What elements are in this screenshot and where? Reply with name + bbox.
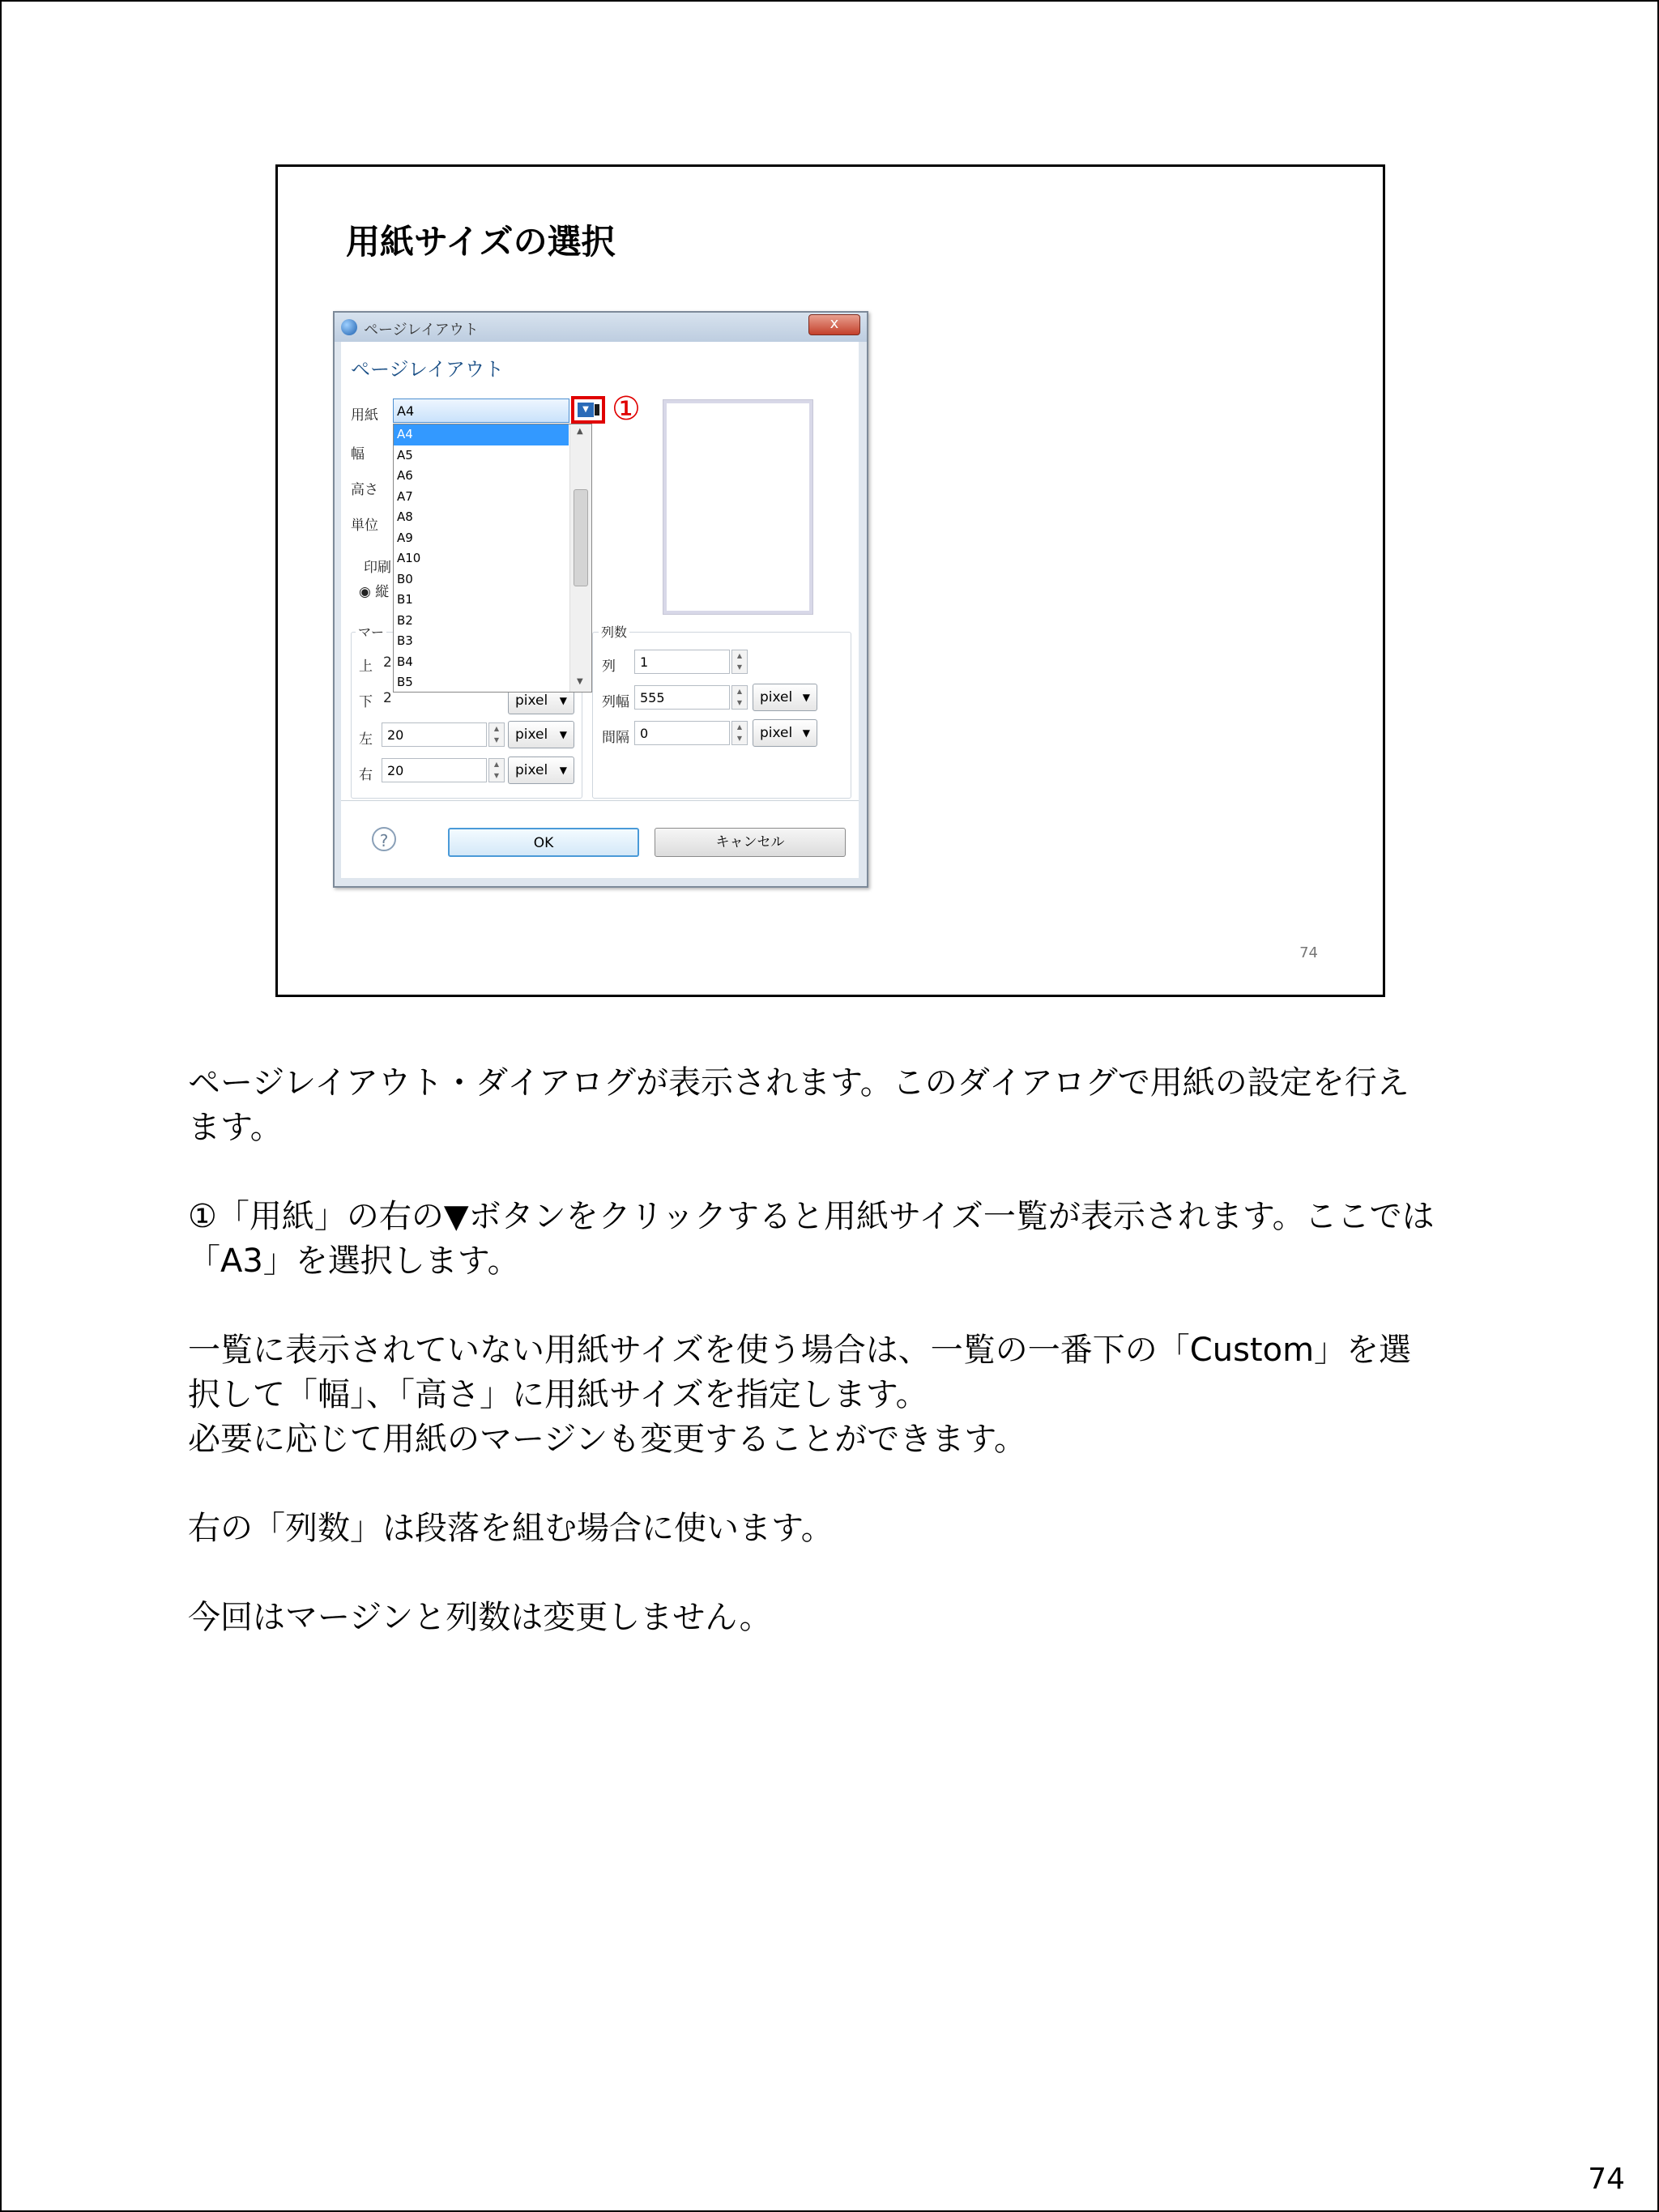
orientation-label: 縦	[375, 584, 390, 600]
paper-option[interactable]: B2	[397, 612, 413, 628]
margin-left-label: 左	[359, 731, 373, 748]
paper-size-dropdown-list[interactable]	[393, 424, 592, 693]
scroll-knob	[595, 404, 599, 416]
width-label: 幅	[351, 446, 365, 462]
margin-top-label: 上	[359, 658, 373, 675]
paper-size-select[interactable]: A4	[393, 399, 569, 423]
dropdown-scrollbar[interactable]	[569, 424, 591, 692]
margin-left-unit-value: pixel	[515, 727, 548, 743]
columns-group-label: 列数	[599, 622, 629, 641]
paper-option[interactable]: A8	[397, 509, 413, 524]
dialog-titlebar	[335, 313, 867, 342]
paper-option[interactable]: B4	[397, 654, 413, 669]
paper-option[interactable]: A4	[394, 424, 569, 445]
height-label: 高さ	[351, 482, 378, 498]
margin-bottom-unit-value: pixel	[515, 693, 548, 709]
chevron-down-icon: ▼	[578, 403, 594, 417]
column-gap-unit-select[interactable]	[753, 719, 817, 747]
paper-label: 用紙	[351, 407, 378, 424]
column-count-field[interactable]: 1	[634, 650, 730, 674]
slide-frame	[275, 164, 1385, 997]
paper-option[interactable]: A6	[397, 468, 413, 483]
margin-right-label: 右	[359, 767, 373, 783]
column-gap-unit-value: pixel	[760, 725, 793, 741]
slide-title: 用紙サイズの選択	[346, 222, 616, 262]
slide-number: 74	[1299, 944, 1318, 961]
paper-dropdown-button[interactable]	[571, 396, 605, 424]
orientation-radio[interactable]: ◉ 縦	[359, 584, 390, 600]
column-gap-field[interactable]: 0	[634, 721, 730, 745]
body-text	[188, 1061, 1500, 1685]
column-count-label: 列	[602, 658, 616, 675]
paper-option[interactable]: A7	[397, 488, 413, 504]
app-icon	[341, 319, 357, 335]
paper-option[interactable]: A5	[397, 447, 413, 462]
help-icon[interactable]: ?	[372, 827, 396, 851]
column-gap-label: 間隔	[602, 730, 629, 746]
footer-divider	[341, 800, 859, 801]
paper-option[interactable]: A10	[397, 551, 421, 565]
paper-option[interactable]: B0	[397, 571, 413, 586]
margin-left-field[interactable]: 20	[382, 722, 487, 747]
margin-bottom-value: 2	[383, 690, 392, 706]
paper-size-options	[394, 424, 591, 693]
page-layout-dialog	[333, 311, 868, 888]
dialog-window-title: ページレイアウト	[364, 322, 479, 339]
chevron-down-icon: ▼	[802, 692, 810, 703]
unit-label: 単位	[351, 518, 378, 534]
margin-right-unit-select[interactable]	[508, 757, 574, 784]
cancel-button[interactable]: キャンセル	[655, 828, 846, 857]
margin-group-label: マー	[356, 622, 386, 641]
chevron-down-icon: ▼	[559, 695, 567, 706]
column-width-label: 列幅	[602, 694, 629, 710]
column-gap-stepper[interactable]: ▲ ▼	[731, 721, 748, 745]
margin-left-unit-select[interactable]	[508, 721, 574, 748]
margin-right-field[interactable]: 20	[382, 758, 487, 782]
paper-option[interactable]: B3	[397, 633, 413, 648]
paragraph-step-1: ①「用紙」の右の▼ボタンをクリックすると用紙サイズ一覧が表示されます。ここでは 「A3」を選択します。	[188, 1198, 1435, 1280]
paragraph-note: 今回はマージンと列数は変更しません。	[188, 1599, 772, 1636]
scrollbar-thumb[interactable]	[574, 489, 588, 586]
chevron-down-icon: ▼	[802, 727, 810, 739]
margin-right-stepper[interactable]: ▲ ▼	[488, 758, 505, 782]
ok-button[interactable]: OK	[448, 828, 639, 857]
scroll-up-icon[interactable]: ▲	[577, 427, 583, 436]
dialog-body	[341, 342, 859, 878]
paper-preview	[663, 400, 812, 614]
margin-right-unit-value: pixel	[515, 762, 548, 778]
paragraph-custom: 一覧に表示されていない用紙サイズを使う場合は、一覧の一番下の「Custom」を選 択して「幅」、「高さ」に用紙サイズを指定します。 必要に応じて用紙のマージンも変更することができます。	[188, 1332, 1412, 1458]
chevron-down-icon: ▼	[559, 765, 567, 776]
close-button[interactable]: x	[808, 314, 860, 335]
column-width-stepper[interactable]: ▲ ▼	[731, 685, 748, 710]
paper-option[interactable]: B1	[397, 592, 413, 607]
paper-option[interactable]: A9	[397, 530, 413, 545]
column-count-stepper[interactable]: ▲ ▼	[731, 650, 748, 674]
margin-top-value: 2	[383, 654, 392, 671]
step-callout: ①	[612, 390, 641, 428]
column-width-field[interactable]: 555	[634, 685, 730, 710]
scroll-down-icon[interactable]: ▼	[577, 677, 583, 686]
page-number: 74	[1588, 2163, 1625, 2196]
chevron-down-icon: ▼	[559, 729, 567, 740]
column-width-unit-value: pixel	[760, 689, 793, 705]
dialog-heading: ページレイアウト	[351, 358, 504, 381]
print-label: 印刷	[364, 560, 391, 576]
paragraph-columns: 右の「列数」は段落を組む場合に使います。	[188, 1510, 834, 1547]
margin-bottom-label: 下	[359, 694, 373, 710]
column-width-unit-select[interactable]	[753, 684, 817, 711]
margin-left-stepper[interactable]: ▲ ▼	[488, 722, 505, 747]
paper-option[interactable]: B5	[397, 675, 413, 689]
paragraph-intro: ページレイアウト・ダイアログが表示されます。このダイアログで用紙の設定を行え ます。	[188, 1064, 1410, 1146]
